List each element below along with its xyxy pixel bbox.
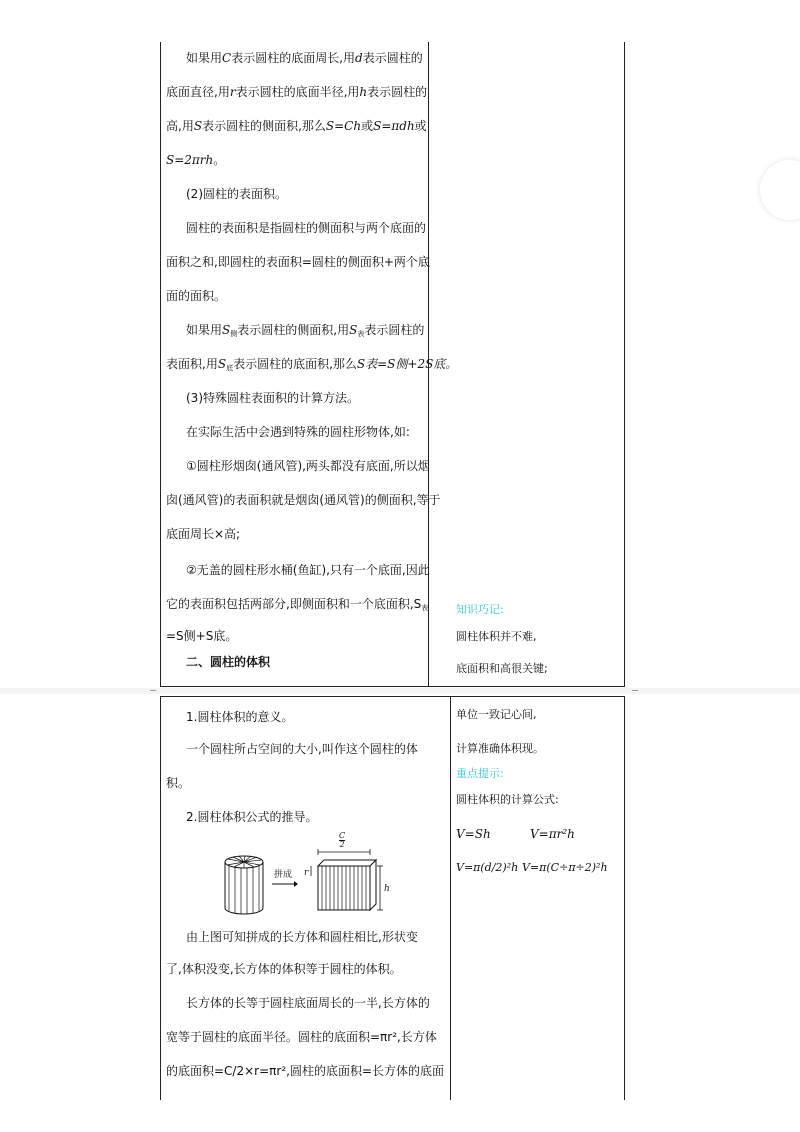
para-line: 表面积,用$S_底$表示圆柱的底面积,那么S表=S侧+2S底。 xyxy=(166,357,458,372)
tip-line: 底面积和高很关键; xyxy=(456,662,548,675)
para-line: 如果用C表示圆柱的底面周长,用d表示圆柱的 xyxy=(186,51,423,65)
figure-arrow-label: 拼成 xyxy=(274,870,293,880)
section-heading: 二、圆柱的体积 xyxy=(186,655,271,669)
para-line: 它的表面积包括两部分,即侧面积和一个底面积$,S_表$ xyxy=(166,597,429,612)
para-line: 面积之和,即圆柱的表面积=圆柱的侧面积+两个底 xyxy=(166,255,430,269)
para-line: 如果用$S_侧$表示圆柱的侧面积,用$S_表$表示圆柱的 xyxy=(186,323,425,338)
section-heading: 1.圆柱体积的意义。 xyxy=(186,710,294,724)
para-line: 由上图可知拼成的长方体和圆柱相比,形状变 xyxy=(186,930,418,944)
para-line: 面的面积。 xyxy=(166,289,227,303)
page-gap-mark-right xyxy=(632,690,638,691)
page2-top-border xyxy=(160,696,625,697)
formula-v-pir2h: V=πr²h xyxy=(530,827,575,841)
formula-v-d: V=π(d/2)²h xyxy=(456,861,519,874)
para-line: =S侧+S底。 xyxy=(166,629,238,643)
tip-line: 圆柱体积的计算公式: xyxy=(456,793,559,806)
para-line: 一个圆柱所占空间的大小,叫作这个圆柱的体 xyxy=(186,742,418,756)
page1-right-border xyxy=(624,42,625,686)
para-line: 了,体积没变,长方体的体积等于圆柱的体积。 xyxy=(166,962,402,976)
para-line: ①圆柱形烟囱(通风管),两头都没有底面,所以烟 xyxy=(186,459,430,473)
section-heading: 2.圆柱体积公式的推导。 xyxy=(186,810,318,824)
cylinder-to-cuboid-figure xyxy=(214,832,394,922)
para-line: 底面直径,用r表示圆柱的底面半径,用h表示圆柱的 xyxy=(166,85,428,99)
figure-h-label: h xyxy=(384,884,390,894)
para-line: ②无盖的圆柱形水桶(鱼缸),只有一个底面,因此 xyxy=(186,563,430,577)
para-line: 高,用S表示圆柱的侧面积,那么S=Ch或S=πdh或 xyxy=(166,119,427,133)
page2-left-border xyxy=(160,696,161,1100)
scroll-handle[interactable] xyxy=(760,160,800,220)
page1-left-border xyxy=(160,42,161,686)
page-gap-mark-left xyxy=(150,690,156,691)
tip-title: 知识巧记: xyxy=(456,603,504,616)
para-line: 的底面积=C/2×r=πr²,圆柱的底面积=长方体的底面 xyxy=(166,1064,444,1078)
c-over-2: $\frac{C}{2}$ xyxy=(339,831,346,849)
formula-v-c: V=π(C÷π÷2)²h xyxy=(522,861,608,874)
section-heading: (2)圆柱的表面积。 xyxy=(186,187,287,201)
para-line: 囱(通风管)的表面积就是烟囱(通风管)的侧面积,等于 xyxy=(166,493,441,507)
para-line: 圆柱的表面积是指圆柱的侧面积与两个底面的 xyxy=(186,221,427,235)
section-heading: (3)特殊圆柱表面积的计算方法。 xyxy=(186,391,359,405)
page1-bottom-border xyxy=(160,686,625,687)
para-line: 底面周长×高; xyxy=(166,527,241,541)
para-line: 长方体的长等于圆柱底面周长的一半,长方体的 xyxy=(186,996,430,1010)
page2-divider xyxy=(450,696,451,1100)
formula-v-sh: V=Sh xyxy=(456,827,491,841)
figure-r-label: r xyxy=(304,868,309,878)
tip-line: 圆柱体积并不难, xyxy=(456,630,537,643)
tip-line: 单位一致记心间, xyxy=(456,708,537,721)
page-gap xyxy=(0,688,800,694)
page2-right-border xyxy=(624,696,625,1100)
para-line: 在实际生活中会遇到特殊的圆柱形物体,如: xyxy=(186,425,410,439)
para-line: 积。 xyxy=(166,776,191,790)
tip-title: 重点提示: xyxy=(456,767,504,780)
para-line: S=2πrh。 xyxy=(166,153,226,167)
tip-line: 计算准确体积现。 xyxy=(456,742,544,755)
figure-length-label xyxy=(339,832,345,849)
para-line: 宽等于圆柱的底面半径。圆柱的底面积=πr²,长方体 xyxy=(166,1030,437,1044)
